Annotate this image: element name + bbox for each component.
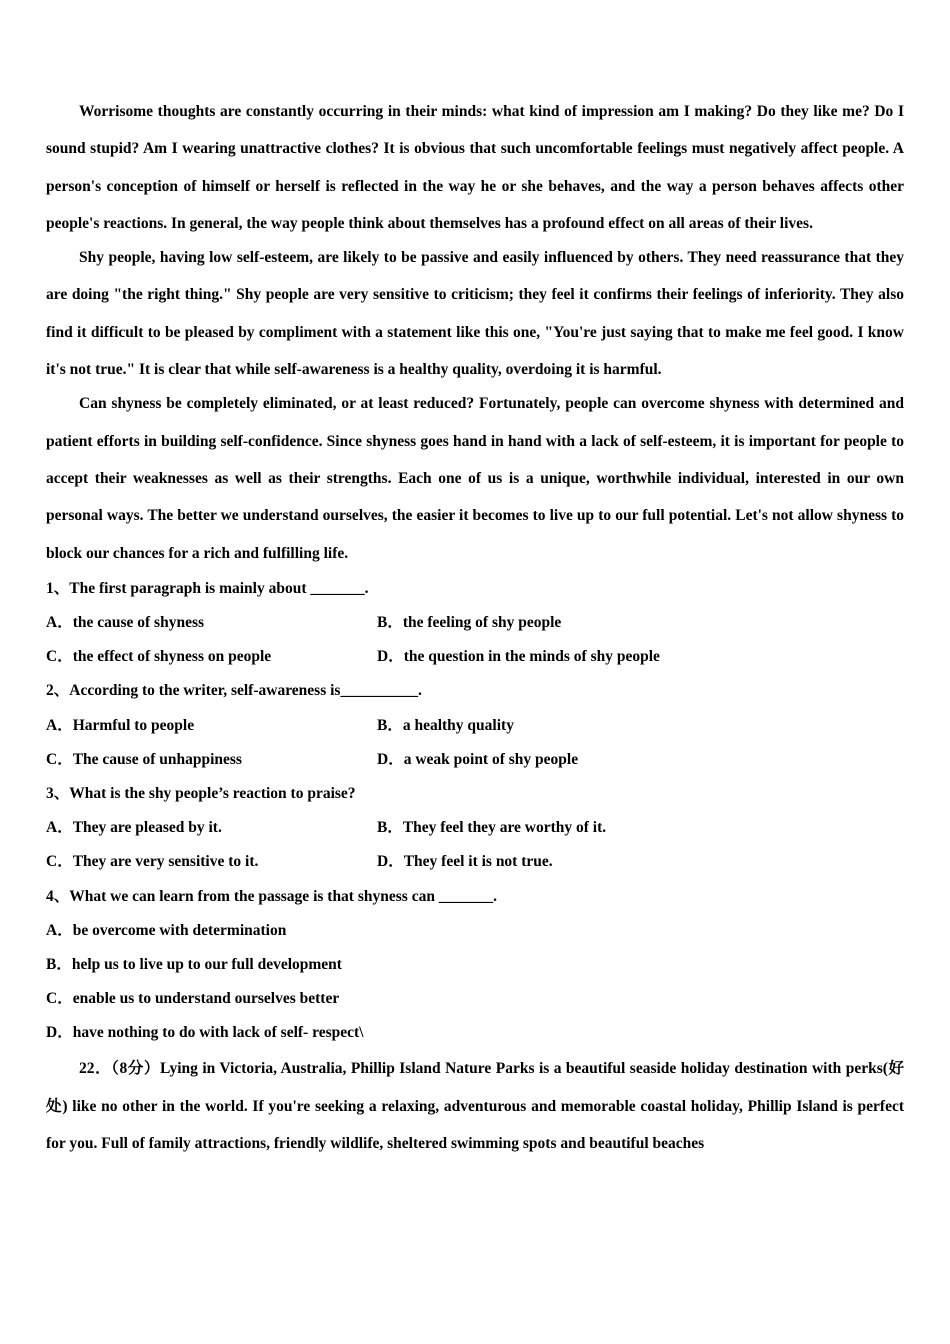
question-1-option-d: D．the question in the minds of shy people — [377, 648, 660, 666]
question-4-stem: 4、What we can learn from the passage is that shyness can _______. — [46, 887, 497, 905]
passage-paragraph-1: Worrisome thoughts are constantly occurring in their minds: what kind of impression am I making? Do they like me? Do I sound stupid? Am I wearing unattractive clothes? It is obvious that such uncomfortable feelings must negatively affect people. A person's conception of himself or herself is reflected in the way he or she behaves, and the way a person behaves affects other people's reactions. In general, the way people think about themselves has a profound effect on all areas of their lives. — [46, 103, 904, 232]
question-4-option-d: D．have nothing to do with lack of self- respect\ — [46, 1024, 364, 1042]
question-3-option-b: B．They feel they are worthy of it. — [377, 819, 607, 837]
question-2-option-c: C．The cause of unhappiness — [46, 750, 242, 768]
question-2-options-row-2 — [46, 743, 904, 777]
section-22-passage: 22．（8分）Lying in Victoria, Australia, Phillip Island Nature Parks is a beautiful seaside holiday destination with perks(好处) like no other in the world. If you're seeking a relaxing, adventurous and memorable coastal holiday, Phillip Island is perfect for you. Full of family attractions, friendly wildlife, sheltered swimming spots and beautiful beaches — [46, 1060, 904, 1153]
question-2-option-b: B．a healthy quality — [377, 716, 514, 734]
question-2-options-row-1 — [46, 709, 904, 743]
passage-paragraph-2: Shy people, having low self-esteem, are likely to be passive and easily influenced by others. They need reassurance that they are doing "the right thing." Shy people are very sensitive to criticism; they feel it confirms their feelings of inferiority. They also find it difficult to be pleased by compliment with a statement like this one, "You're just saying that to make me feel good. I know it's not true." It is clear that while self-awareness is a healthy quality, overdoing it is harmful. — [46, 249, 904, 379]
question-2-option-d: D．a weak point of shy people — [377, 750, 579, 768]
question-3-options-row-1 — [46, 811, 904, 845]
question-1-option-b: B．the feeling of shy people — [377, 614, 562, 632]
question-1-option-a: A．the cause of shyness — [46, 614, 205, 632]
question-1-stem: 1、The first paragraph is mainly about _______. — [46, 579, 369, 597]
question-3-stem: 3、What is the shy people’s reaction to praise? — [46, 784, 356, 802]
passage-paragraph-3: Can shyness be completely eliminated, or at least reduced? Fortunately, people can overcome shyness with determined and patient efforts in building self-confidence. Since shyness goes hand in hand with a lack of self-esteem, it is important for people to accept their weaknesses as well as their strengths. Each one of us is a unique, worthwhile individual, interested in our own personal ways. The better we understand ourselves, the easier it becomes to live up to our full potential. Let's not allow shyness to block our chances for a rich and fulfilling life. — [46, 395, 904, 562]
question-1-options-row-2 — [46, 640, 904, 674]
document-content — [46, 93, 904, 1162]
question-1-options-row-1 — [46, 606, 904, 640]
question-2-stem: 2、According to the writer, self-awareness is__________. — [46, 682, 422, 700]
question-3-option-a: A．They are pleased by it. — [46, 819, 222, 837]
question-4-option-a: A．be overcome with determination — [46, 921, 287, 939]
question-3-option-d: D．They feel it is not true. — [377, 853, 553, 871]
question-4-option-b: B．help us to live up to our full development — [46, 955, 342, 973]
question-3-options-row-2 — [46, 845, 904, 879]
question-1-option-c: C．the effect of shyness on people — [46, 648, 272, 666]
question-2-option-a: A．Harmful to people — [46, 716, 195, 734]
question-3-option-c: C．They are very sensitive to it. — [46, 853, 259, 871]
question-4-option-c: C．enable us to understand ourselves better — [46, 990, 340, 1008]
